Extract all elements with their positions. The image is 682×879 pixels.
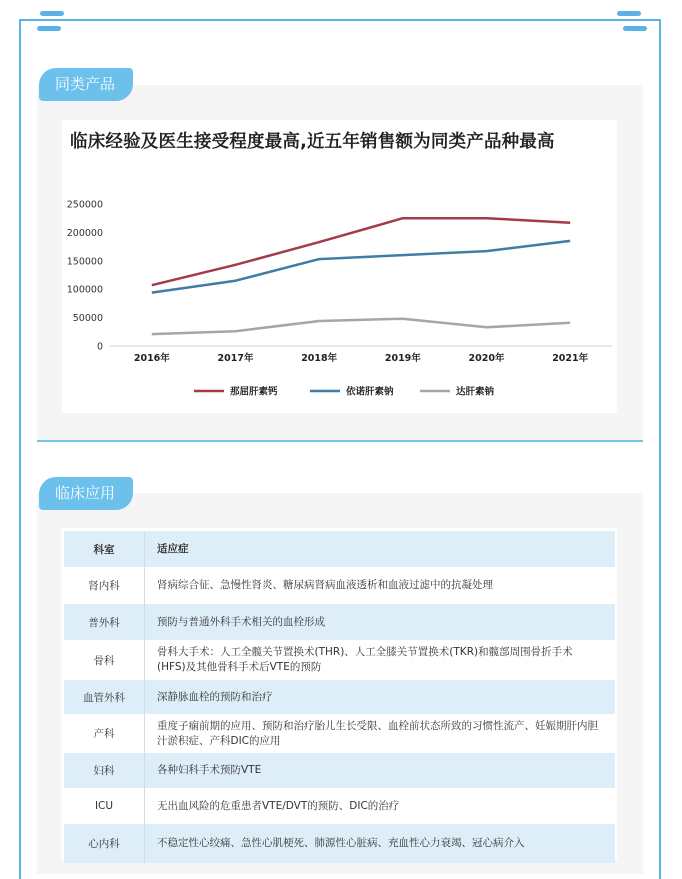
indication-cell: 重度子痫前期的应用、预防和治疗胎儿生长受限、血栓前状态所致的习惯性流产、妊娠期肝内胆汁淤积症、产科DIC的应用	[145, 714, 616, 753]
clinical-section-label: 临床应用	[39, 477, 133, 510]
table-row	[64, 567, 615, 604]
table-row	[64, 788, 615, 824]
indication-cell: 深静脉血栓的预防和治疗	[145, 680, 616, 714]
dept-cell: 血管外科	[64, 680, 145, 714]
x-tick-label: 2018年	[301, 352, 337, 364]
header-dept: 科室	[64, 531, 145, 567]
indication-cell: 肾病综合征、急慢性肾炎、糖尿病肾病血液透析和血液过滤中的抗凝处理	[145, 567, 616, 604]
table-row	[64, 680, 615, 714]
table-row	[64, 824, 615, 863]
dept-cell: 产科	[64, 714, 145, 753]
indications-table	[64, 531, 615, 863]
legend-label: 依诺肝素钠	[345, 386, 394, 398]
series-line-1	[152, 218, 570, 285]
x-tick-label: 2019年	[385, 352, 421, 364]
y-tick-label: 150000	[67, 256, 103, 267]
table-header-row	[64, 531, 615, 567]
y-tick-label: 50000	[73, 313, 103, 324]
table-row	[64, 714, 615, 753]
legend-label: 达肝素钠	[456, 386, 495, 398]
indication-cell: 不稳定性心绞痛、急性心肌梗死、肺源性心脏病、充血性心力衰竭、冠心病介入	[145, 824, 616, 863]
legend-label: 那屈肝素钙	[230, 386, 278, 398]
chart-title: 临床经验及医生接受程度最高,近五年销售额为同类产品种最高	[70, 128, 615, 153]
series-line-2	[152, 241, 570, 293]
section-divider	[37, 440, 643, 442]
products-section-label: 同类产品	[39, 68, 133, 101]
dept-cell: ICU	[64, 788, 145, 824]
table-row	[64, 753, 615, 788]
indication-cell: 骨科大手术：人工全髋关节置换术(THR)、人工全膝关节置换术(TKR)和髋部周围骨折手术(HFS)及其他骨科手术后VTE的预防	[145, 640, 616, 680]
x-tick-label: 2021年	[552, 352, 588, 364]
x-tick-label: 2020年	[469, 352, 505, 364]
x-tick-label: 2016年	[134, 352, 170, 364]
dept-cell: 妇科	[64, 753, 145, 788]
series-line-3	[152, 319, 570, 334]
y-tick-label: 100000	[67, 285, 103, 296]
indication-cell: 无出血风险的危重患者VTE/DVT的预防、DIC的治疗	[145, 788, 616, 824]
y-tick-label: 0	[97, 342, 103, 353]
indication-cell: 各种妇科手术预防VTE	[145, 753, 616, 788]
table-row	[64, 640, 615, 680]
y-tick-label: 200000	[67, 228, 103, 239]
dept-cell: 心内科	[64, 824, 145, 863]
indication-cell: 预防与普通外科手术相关的血栓形成	[145, 604, 616, 640]
y-tick-label: 250000	[67, 200, 103, 211]
x-tick-label: 2017年	[218, 352, 254, 364]
header-indication: 适应症	[145, 531, 616, 567]
dept-cell: 骨科	[64, 640, 145, 680]
dept-cell: 肾内科	[64, 567, 145, 604]
dept-cell: 普外科	[64, 604, 145, 640]
table-row	[64, 604, 615, 640]
